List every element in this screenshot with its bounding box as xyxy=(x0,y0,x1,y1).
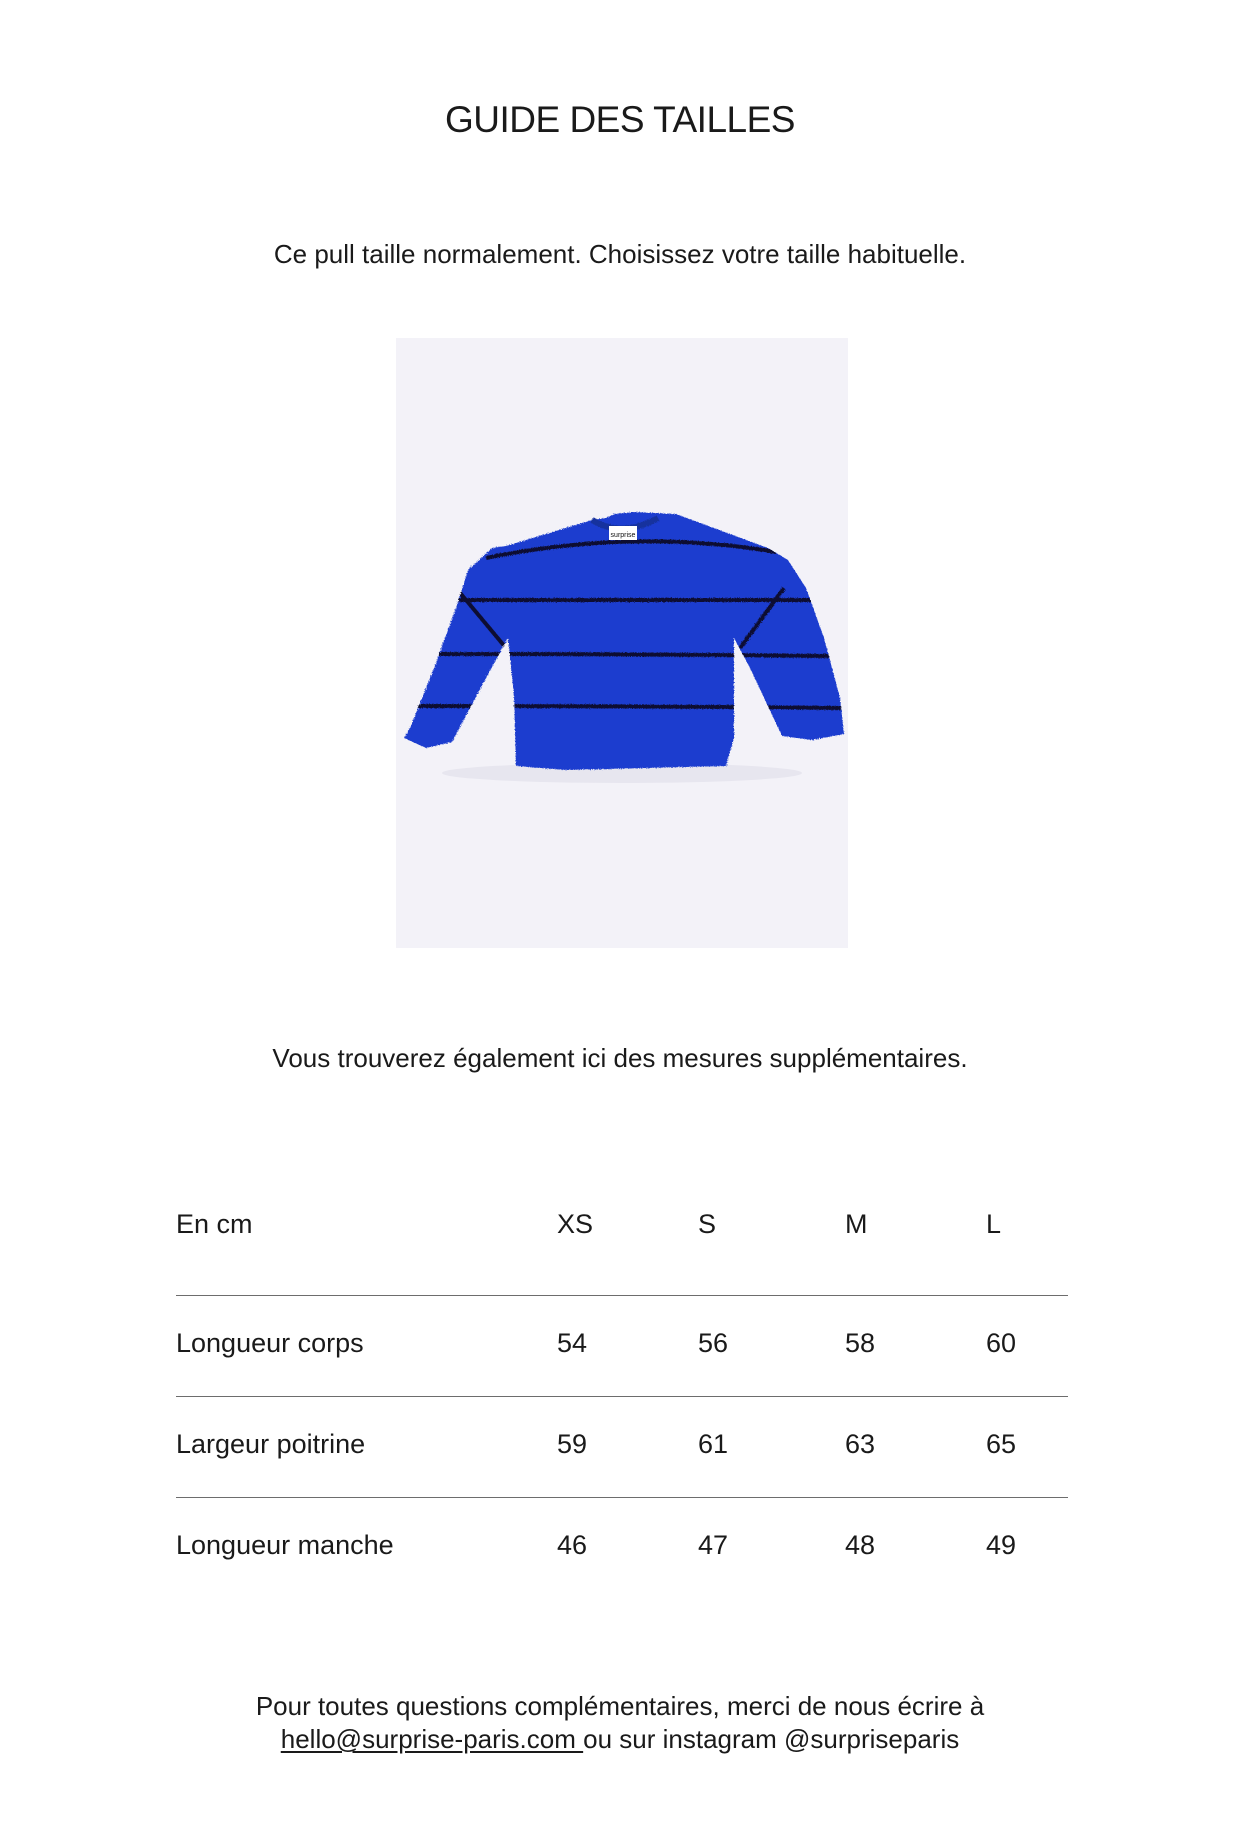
brand-label-text: surprise xyxy=(610,532,636,539)
table-header-row xyxy=(176,1195,1068,1296)
page-title: GUIDE DES TAILLES xyxy=(445,98,795,140)
cell-value: 59 xyxy=(557,1429,588,1459)
row-label: Longueur manche xyxy=(176,1530,394,1560)
email-link[interactable]: hello@surprise-paris.com xyxy=(280,1724,584,1754)
header-unit: En cm xyxy=(176,1209,253,1239)
cell-value: 47 xyxy=(698,1530,729,1560)
table-row xyxy=(176,1498,1068,1598)
footer-contact xyxy=(0,1690,1240,1756)
table-row xyxy=(176,1296,1068,1397)
header-size-l: L xyxy=(986,1209,1002,1239)
subintro-text: Vous trouverez également ici des mesures supplémentaires. xyxy=(272,1043,968,1073)
cell-value: 65 xyxy=(986,1429,1017,1459)
product-photo xyxy=(396,338,848,948)
header-size-xs: XS xyxy=(557,1209,594,1239)
row-label: Longueur corps xyxy=(176,1328,364,1358)
instagram-text: ou sur instagram @surpriseparis xyxy=(583,1724,960,1754)
intro-text: Ce pull taille normalement. Choisissez votre taille habituelle. xyxy=(273,239,967,269)
table-row xyxy=(176,1397,1068,1498)
cell-value: 56 xyxy=(698,1328,729,1358)
cell-value: 54 xyxy=(557,1328,588,1358)
size-table xyxy=(176,1195,1068,1598)
cell-value: 60 xyxy=(986,1328,1017,1358)
header-size-s: S xyxy=(698,1209,717,1239)
striped-sweater-photo xyxy=(396,338,848,948)
cell-value: 58 xyxy=(845,1328,876,1358)
cell-value: 46 xyxy=(557,1530,588,1560)
header-size-m: M xyxy=(845,1209,868,1239)
cell-value: 49 xyxy=(986,1530,1017,1560)
footer-line-1: Pour toutes questions complémentaires, merci de nous écrire à xyxy=(255,1691,985,1721)
row-label: Largeur poitrine xyxy=(176,1429,366,1459)
cell-value: 63 xyxy=(845,1429,876,1459)
footer-line-2 xyxy=(0,1723,1240,1756)
cell-value: 61 xyxy=(698,1429,729,1459)
cell-value: 48 xyxy=(845,1530,876,1560)
